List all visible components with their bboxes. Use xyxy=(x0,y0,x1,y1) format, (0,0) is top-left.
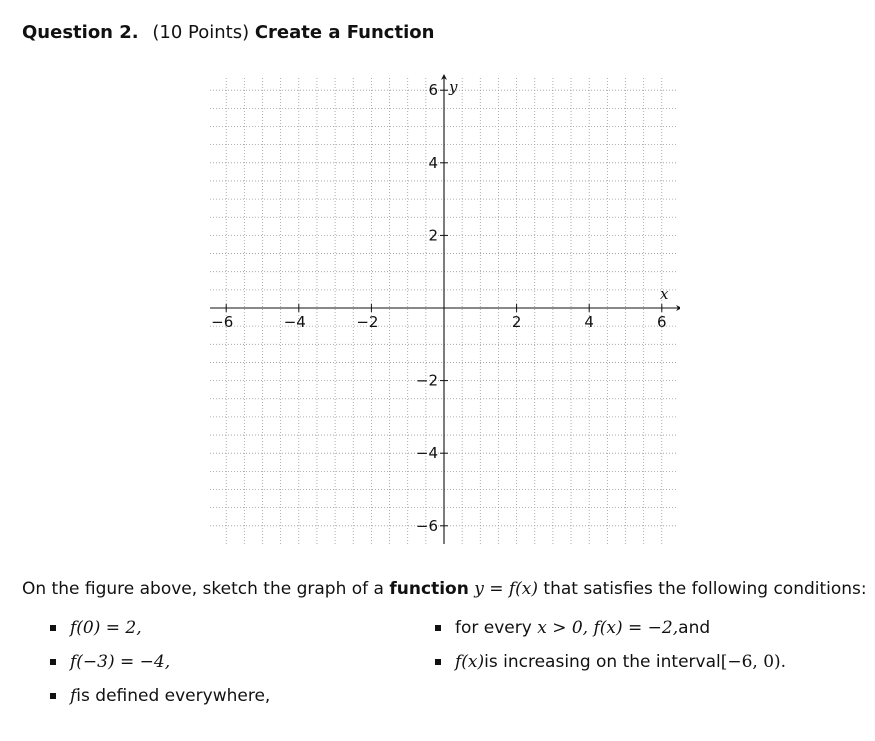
y-tick-label: 4 xyxy=(428,153,438,172)
condition-2 xyxy=(50,652,170,672)
question-title: Create a Function xyxy=(254,22,435,43)
instructions-function-word: function xyxy=(389,579,469,599)
instructions-lead: On the figure above, sketch the graph of a xyxy=(22,579,390,599)
condition-5 xyxy=(435,652,786,672)
condition-1-text: f(0) = 2, xyxy=(70,618,142,638)
condition-3-text: is defined everywhere, xyxy=(76,686,271,706)
bullet xyxy=(435,625,441,631)
condition-4 xyxy=(435,618,710,638)
condition-1 xyxy=(50,618,142,638)
x-axis-label: x xyxy=(660,285,669,303)
question-number: Question 2. xyxy=(22,22,139,43)
instructions xyxy=(22,579,867,599)
y-tick-label: −6 xyxy=(415,516,438,535)
condition-5-text: is increasing on the interval xyxy=(484,652,721,672)
x-tick-label: 4 xyxy=(584,313,594,331)
x-tick-label: 6 xyxy=(657,313,667,331)
condition-4-math: x > 0, f(x) = −2, xyxy=(537,618,679,638)
y-tick-label: −2 xyxy=(415,371,438,390)
instructions-tail: that satisfies the following conditions: xyxy=(538,579,867,599)
condition-3 xyxy=(50,686,270,706)
bullet xyxy=(50,625,56,631)
x-tick-label: −4 xyxy=(283,313,306,331)
y-tick-label: 2 xyxy=(428,226,438,245)
x-tick-label: −2 xyxy=(356,313,379,331)
coordinate-grid[interactable] xyxy=(200,72,680,552)
bullet xyxy=(50,659,56,665)
condition-5-interval: [−6, 0). xyxy=(720,652,787,672)
y-tick-label: 6 xyxy=(428,81,438,100)
bullet xyxy=(50,693,56,699)
bullet xyxy=(435,659,441,665)
instructions-equation: y = f(x) xyxy=(474,579,539,599)
x-tick-label: −6 xyxy=(211,313,234,331)
question-heading xyxy=(22,22,434,43)
condition-4-post: and xyxy=(678,618,711,638)
condition-3-var: f xyxy=(70,686,77,706)
condition-4-pre: for every xyxy=(455,618,532,638)
y-axis-label: y xyxy=(449,78,458,96)
condition-2-text: f(−3) = −4, xyxy=(70,652,171,672)
condition-5-math: f(x) xyxy=(455,652,485,672)
question-points: (10 Points) xyxy=(152,22,250,43)
y-tick-label: −4 xyxy=(415,444,438,463)
x-tick-label: 2 xyxy=(511,313,522,331)
